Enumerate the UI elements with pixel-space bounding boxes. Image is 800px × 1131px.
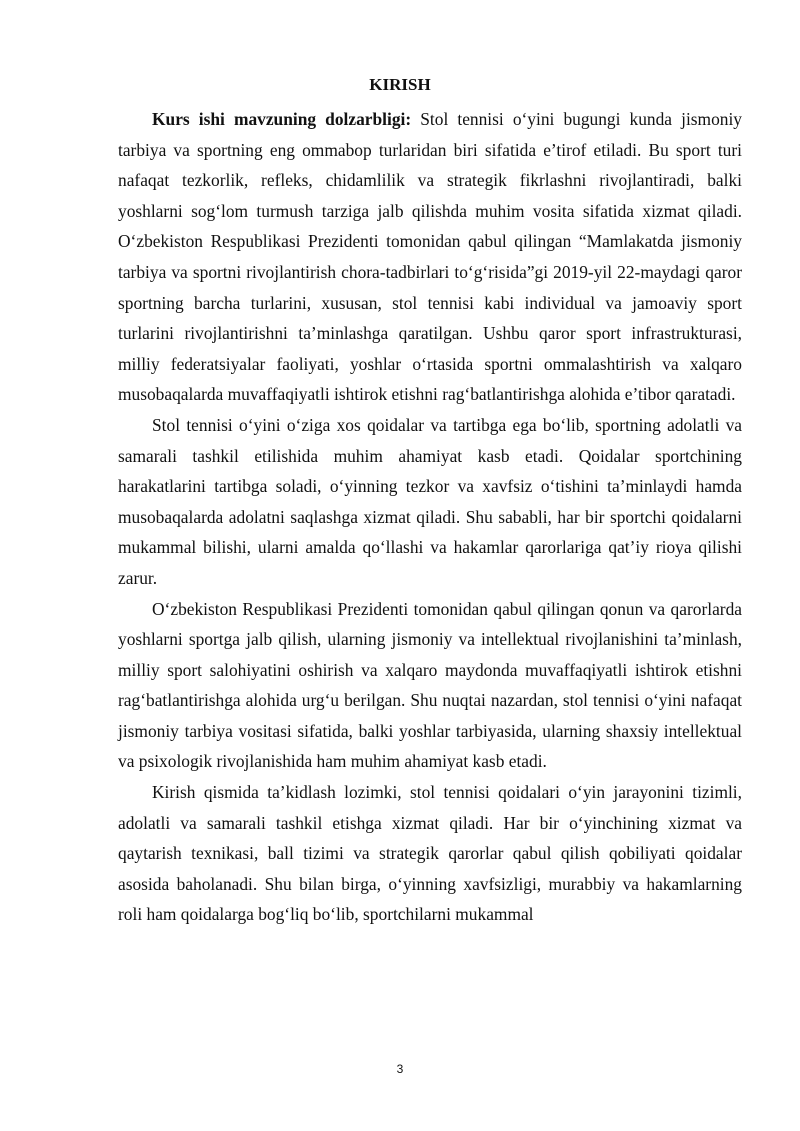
paragraph-introduction: Kirish qismida ta’kidlash lozimki, stol tennisi qoidalari o‘yin jarayonini tizimli, adolatli va samarali tashkil etishga xizmat qiladi. Har bir o‘yinchining xizmat va qaytarish texnikasi, ball tizimi va strategik qarorlar qabul qilish qobiliyati qoidalar asosida baholanadi. Shu bilan birga, o‘yinning xavfsizligi, murabbiy va hakamlarning roli ham qoidalarga bog‘liq bo‘lib, sportchilarni mukammal — [118, 782, 742, 925]
document-body — [118, 104, 742, 930]
paragraph-lead: Kurs ishi mavzuning dolzarbligi: — [152, 109, 412, 129]
paragraph-relevance — [118, 104, 742, 410]
paragraph-text: Stol tennisi o‘yini bugungi kunda jismoniy tarbiya va sportning eng ommabop turlaridan biri sifatida e’tirof etiladi. Bu sport turi nafaqat tezkorlik, refleks, chidamlilik va strategik fikrlashni rivojlantiradi, balki yoshlarni sog‘lom turmush tarziga jalb qilishda muhim vosita sifatida xizmat qiladi. O‘zbekiston Respublikasi Prezidenti tomonidan qabul qilingan “Mamlakatda jismoniy tarbiya va sportni rivojlantirish chora-tadbirlari to‘g‘risida”gi 2019-yil 22-maydagi qaror sportning barcha turlarini, xususan, stol tennisi kabi individual va jamoaviy sport turlarini rivojlantirishni ta’minlashga qaratilgan. Ushbu qaror sport infrastrukturasi, milliy federatsiyalar faoliyati, yoshlar o‘rtasida sportni ommalashtirish va xalqaro musobaqalarda muvaffaqiyatli ishtirok etishni rag‘batlantirishga alohida e’tibor qaratadi. — [118, 109, 742, 405]
page-number: 3 — [396, 1062, 404, 1076]
paragraph-rules: Stol tennisi o‘yini o‘ziga xos qoidalar va tartibga ega bo‘lib, sportning adolatli va samarali tashkil etilishida muhim ahamiyat kasb etadi. Qoidalar sportchining harakatlarini tartibga soladi, o‘yinning tezkor va xavfsiz o‘tishini ta’minlaydi hamda musobaqalarda adolatni saqlashga xizmat qiladi. Shu sababli, har bir sportchi qoidalarni mukammal bilishi, ularni amalda qo‘llashi va hakamlar qarorlariga qat’iy rioya qilishi zarur. — [118, 414, 742, 588]
section-heading: KIRISH — [369, 75, 431, 94]
paragraph-laws: O‘zbekiston Respublikasi Prezidenti tomonidan qabul qilingan qonun va qarorlarda yoshlarni sportga jalb qilish, ularning jismoniy va intellektual rivojlanishini ta’minlash, milliy sport salohiyatini oshirish va xalqaro maydonda muvaffaqiyatli ishtirok etishni rag‘batlantirishga alohida urg‘u berilgan. Shu nuqtai nazardan, stol tennisi o‘yini nafaqat jismoniy tarbiya vositasi sifatida, balki yoshlar tarbiyasida, ularning shaxsiy intellektual va psixologik rivojlanishida ham muhim ahamiyat kasb etadi. — [118, 598, 742, 772]
